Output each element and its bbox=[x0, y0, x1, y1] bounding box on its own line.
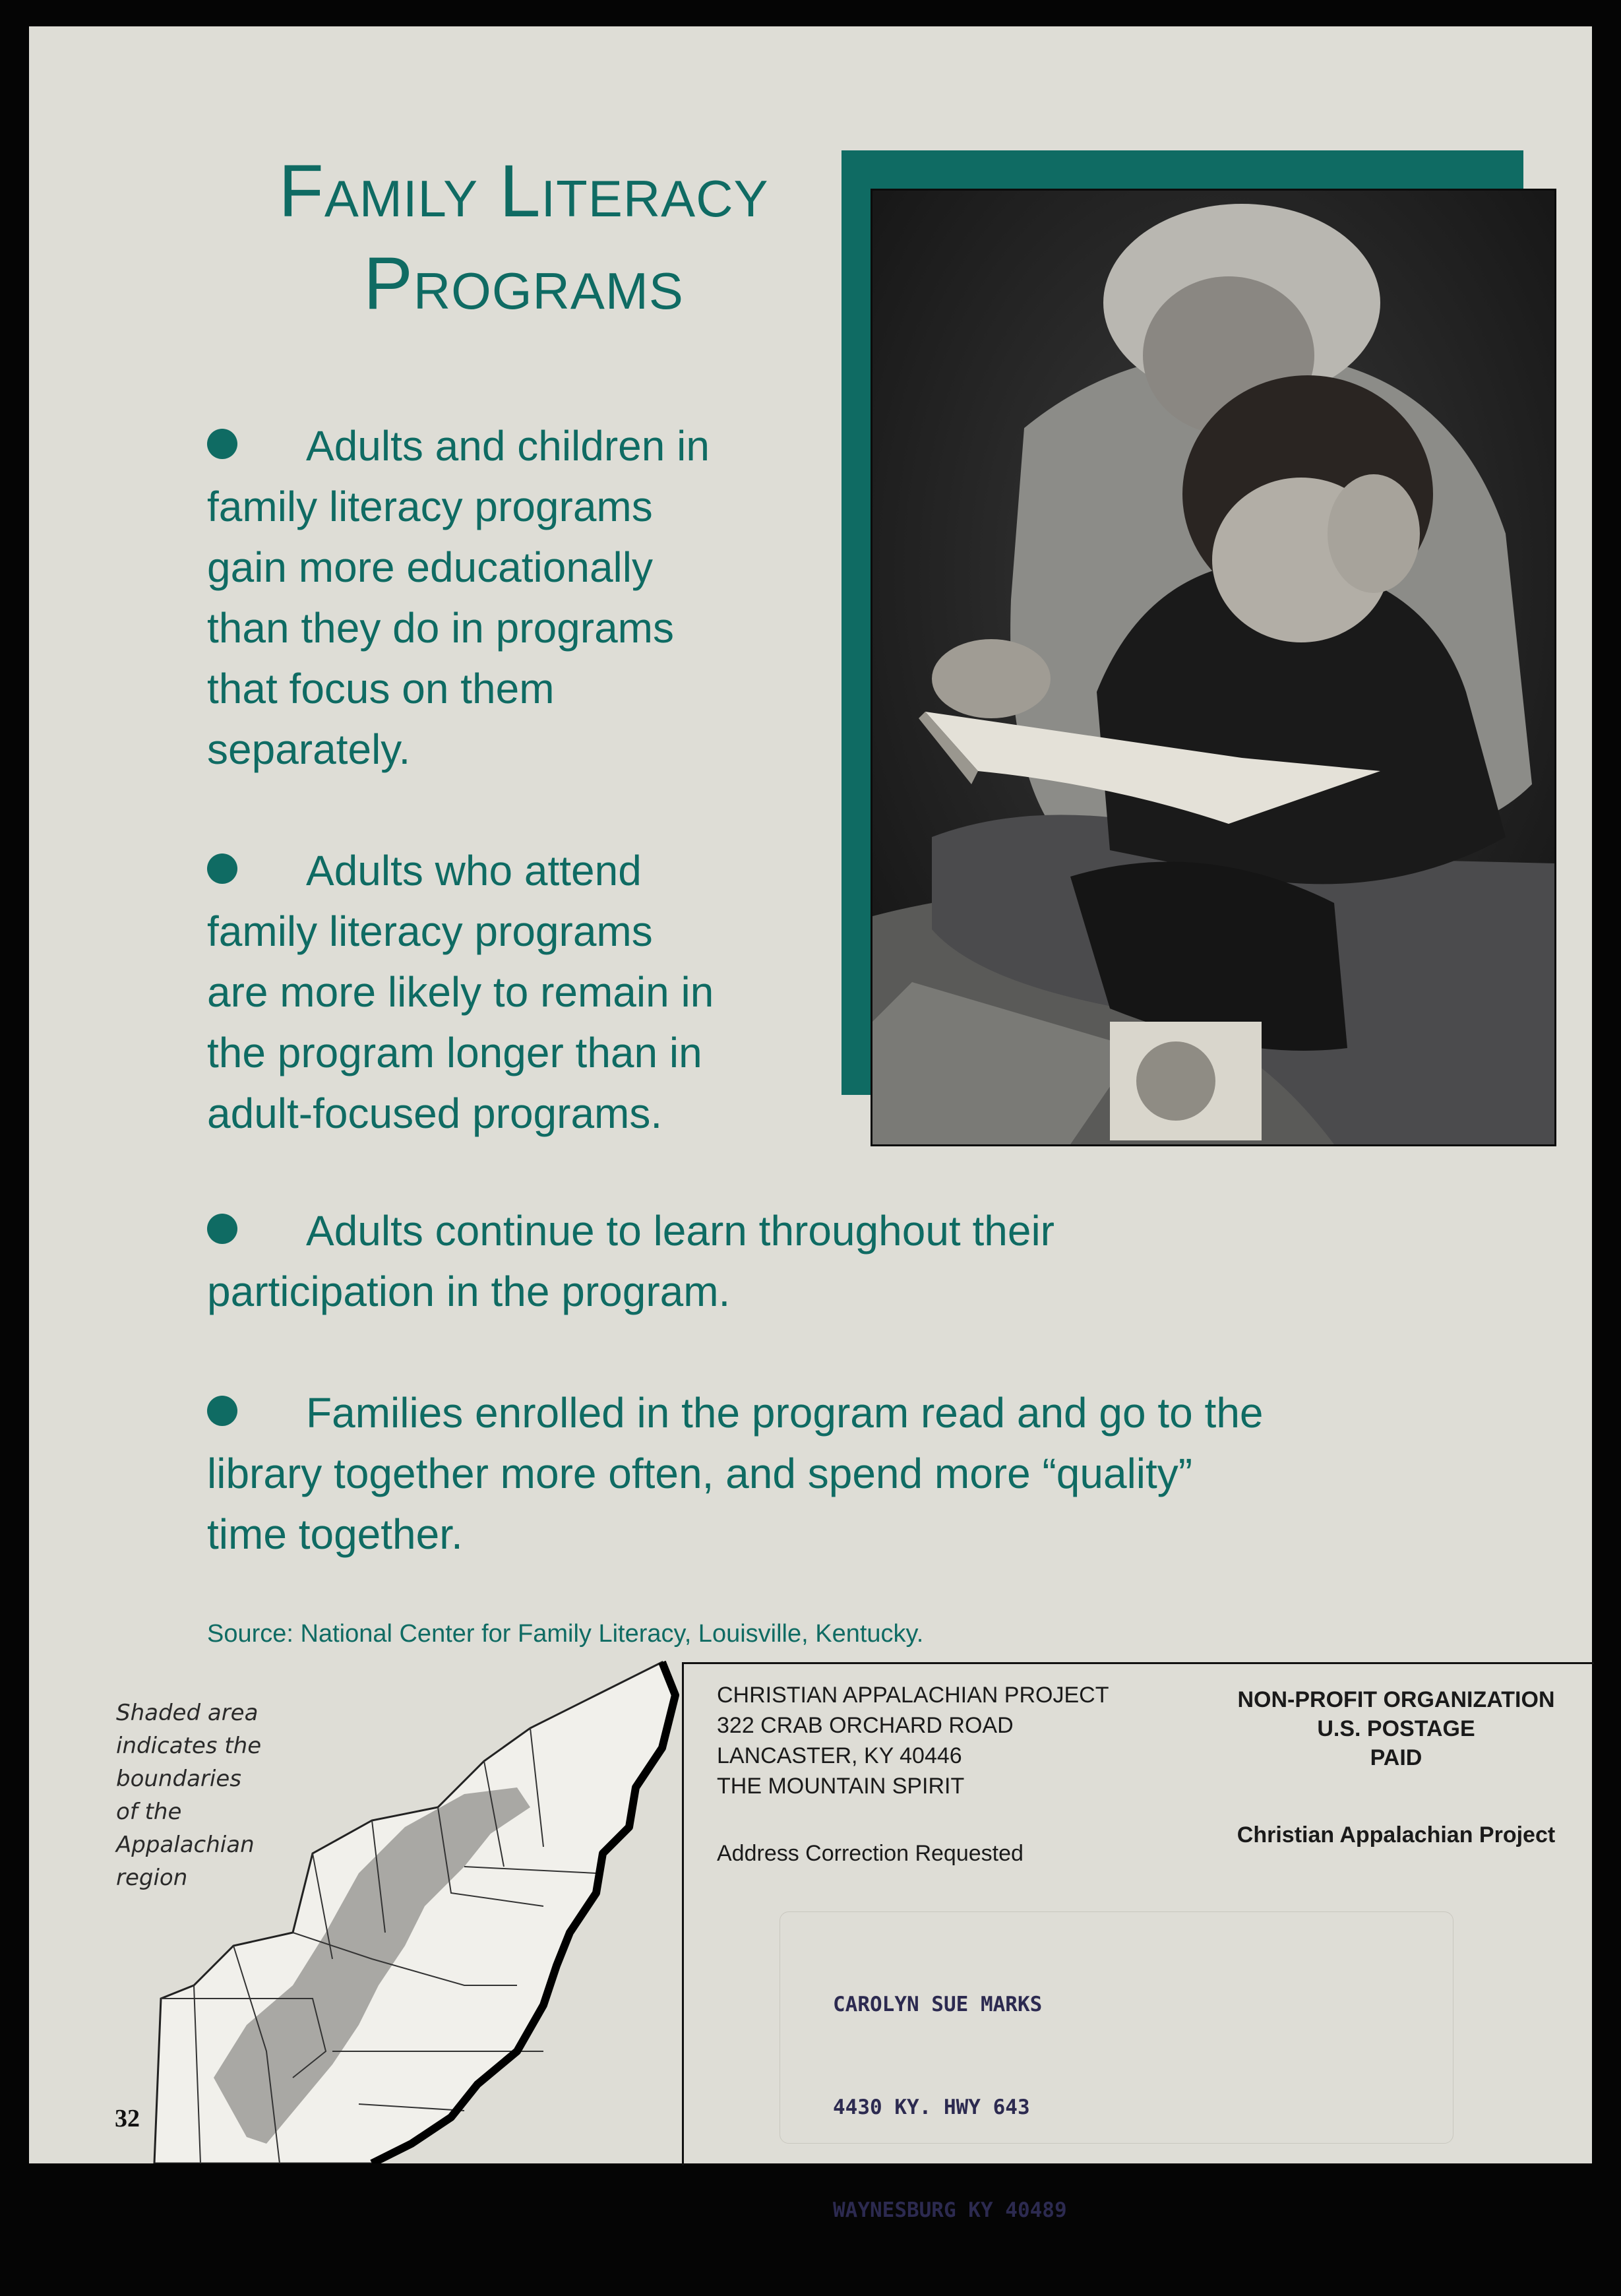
mailing-panel bbox=[682, 1662, 1594, 2222]
reading-photo bbox=[871, 189, 1556, 1146]
bullet-item bbox=[207, 1200, 1055, 1322]
bullet-line: the program longer than in bbox=[207, 1029, 702, 1076]
bullet-dot-icon bbox=[207, 853, 237, 884]
bullet-item bbox=[207, 416, 710, 780]
bullet-line: Families enrolled in the program read and go to the bbox=[306, 1389, 1264, 1437]
bullet-item bbox=[207, 840, 714, 1144]
bullet-line: Adults and children in bbox=[306, 422, 710, 470]
postage-organization: Christian Appalachian Project bbox=[1237, 1822, 1556, 1847]
bullet-line: separately. bbox=[207, 726, 411, 773]
bullet-line: adult-focused programs. bbox=[207, 1090, 663, 1137]
bullet-dot-icon bbox=[207, 429, 237, 459]
bullet-dot-icon bbox=[207, 1214, 237, 1244]
recipient-label bbox=[780, 1911, 1453, 2222]
recipient-address: CAROLYN SUE MARKS 4430 KY. HWY 643 WAYNESBURG KY 40489 bbox=[833, 1993, 1067, 2222]
page-title bbox=[247, 145, 801, 330]
bullet-line: that focus on them bbox=[207, 665, 555, 712]
title-line-1: Family Literacy bbox=[278, 150, 769, 232]
map-caption: Shaded area indicates the boundaries of the Appalachian region bbox=[116, 1700, 262, 1891]
page-number: 32 bbox=[115, 2105, 140, 2132]
appalachian-region-map bbox=[95, 1656, 688, 2163]
bullet-line: library together more often, and spend more “quality” bbox=[207, 1450, 1193, 1497]
bullet-line: gain more educationally bbox=[207, 543, 653, 591]
bullet-item bbox=[207, 1382, 1264, 1565]
bullet-line: than they do in programs bbox=[207, 604, 674, 652]
postage-indicia: NON-PROFIT ORGANIZATION U.S. POSTAGE PAID bbox=[1237, 1687, 1555, 1770]
bullet-line: are more likely to remain in bbox=[207, 968, 714, 1016]
bullet-line: family literacy programs bbox=[207, 483, 653, 530]
bullet-line: family literacy programs bbox=[207, 908, 653, 955]
bullet-line: Adults continue to learn throughout their bbox=[306, 1207, 1055, 1255]
bullet-line: Adults who attend bbox=[306, 847, 642, 894]
source-citation: Source: National Center for Family Literacy, Louisville, Kentucky. bbox=[207, 1620, 924, 1648]
bullet-line: time together. bbox=[207, 1510, 463, 1558]
address-correction-note: Address Correction Requested bbox=[717, 1841, 1024, 1866]
reading-photo-illustration bbox=[872, 191, 1554, 1144]
title-line-2: Programs bbox=[363, 242, 684, 325]
page bbox=[29, 26, 1592, 2222]
sender-address: CHRISTIAN APPALACHIAN PROJECT 322 CRAB ORCHARD ROAD LANCASTER, KY 40446 THE MOUNTAIN SPIRIT bbox=[717, 1683, 1109, 1799]
bullet-line: participation in the program. bbox=[207, 1268, 731, 1315]
bullet-dot-icon bbox=[207, 1396, 237, 1426]
